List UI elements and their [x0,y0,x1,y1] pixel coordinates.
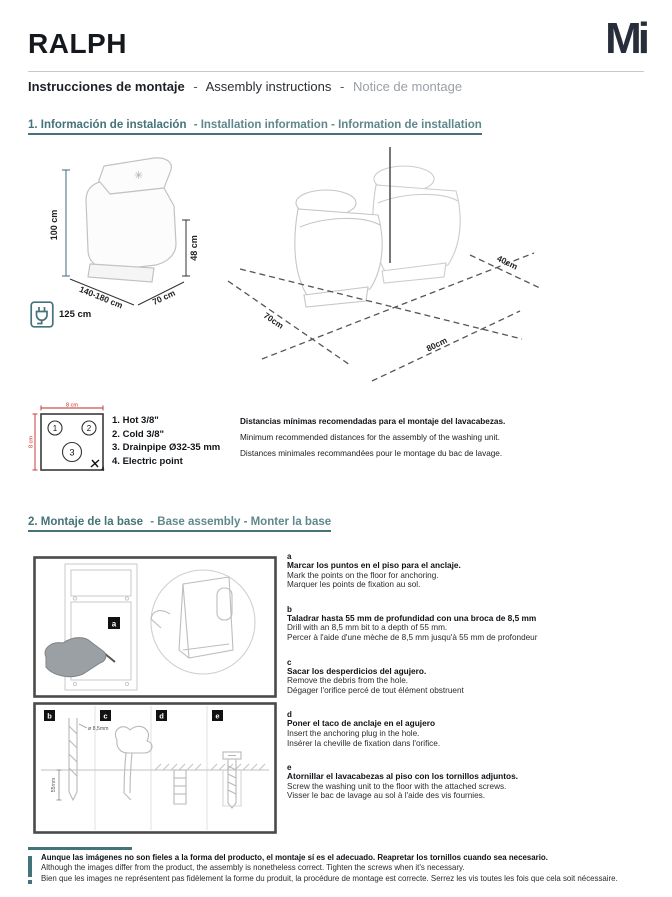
page-title: RALPH [28,28,127,59]
subtitle-separator: - [339,79,345,94]
clearance-diagram [222,141,552,401]
panel-a-label: a [111,619,117,629]
chair-dimensions-diagram [26,148,231,313]
subtitle-separator: - [193,79,198,94]
step-text-fr: Insérer la cheville de fixation dans l'orifice. [287,738,441,748]
step-text-es: Taladrar hasta 55 mm de profundidad con una broca de 8,5 mm [287,612,537,623]
panel-b-label: b [47,711,52,721]
step-text-en: Insert the anchoring plug in the hole. [287,728,420,738]
footer-es: Aunque las imágenes no son fieles a la forma del producto, el montaje sí es el adecuado. Reapretar los tornillos cuando sea necesario. [41,853,548,862]
width-dim-label: 140-180 cm [77,283,125,311]
footer-en: Although the images differ from the product, the assembly is nonetheless correct. Tighten the screws when it's necessary. [41,863,465,873]
footer-fr: Bien que les images ne représentent pas fidèlement la forme du produit, la procédure de montage est correcte. Serrez les vis toutes les fois que cela soit nécessaire. [41,873,618,883]
note-fr: Distances minimales recommandées pour le montage du bac de lavage. [240,449,503,458]
subtitle-en: Assembly instructions [205,79,332,94]
point-1-marker: 1 [52,424,58,433]
step-text-fr: Marquer les points de fixation au sol. [287,580,421,590]
electric-plug-icon [30,301,54,328]
clearance-mid-label: 80cm [424,335,449,354]
panel-d-label: d [159,711,164,721]
panel-c-label: c [103,711,108,721]
section2-heading [28,516,331,532]
chair-drawing [86,158,176,282]
clearance-left-label: 70cm [261,310,286,331]
section1-heading [28,119,482,135]
connection-template-diagram [28,401,114,479]
footer-text [41,853,646,884]
template-left-dim-label: 8 cm [28,436,35,448]
chair-back-drawing [373,166,460,283]
step-text-fr: Visser le bac de lavage au sol à l'aide des vis fournies. [287,791,486,801]
section1-title: 1. Información de instalación [28,119,187,131]
subtitle [28,79,462,94]
subtitle-es: Instrucciones de montaje [28,79,185,94]
list-item: 2. Cold 3/8" [112,428,165,440]
step-d [287,710,575,748]
section2-subtitle: - Base assembly - Monter la base [150,516,332,528]
anchoring-steps-diagram [33,702,277,834]
step-text-en: Screw the washing unit to the floor with the attached screws. [287,781,507,791]
drain-mark-icon: ✳ [134,170,144,182]
point-2-marker: 2 [86,424,92,433]
step-text-fr: Percer à l'aide d'une mèche de 8,5 mm jusqu'à 55 mm de profondeur [287,632,538,642]
footer-warning [28,847,646,884]
step-text-es: Sacar los desperdicios del agujero. [287,665,427,676]
assembly-steps [287,552,575,816]
step-text-en: Remove the debris from the hole. [287,676,409,686]
point-4-marker: 4 [101,466,105,473]
footer-divider [28,847,132,850]
clearance-right-label: 40cm [495,253,520,272]
plug-height-label: 125 cm [59,309,92,320]
step-text-es: Atornillar el lavacabezas al piso con los tornillos adjuntos. [287,771,518,782]
step-letter: c [287,657,292,667]
height-dim-label: 100 cm [49,209,59,241]
panel-e-label: e [215,711,220,721]
step-text-en: Mark the points on the floor for anchoring. [287,570,439,580]
chair-front-drawing [295,190,382,307]
step-text-en: Drill with an 8,5 mm bit to a depth of 55 mm. [287,623,448,633]
exclamation-icon [28,856,32,884]
step-letter: e [287,763,292,773]
step-c [287,658,575,696]
list-item: 1. Hot 3/8" [112,415,159,426]
note-es: Distancias mínimas recomendadas para el montaje del lavacabezas. [240,417,506,426]
step-text-es: Poner el taco de anclaje en el agujero [287,718,436,729]
connection-points-list [112,414,220,468]
step-text-es: Marcar los puntos en el piso para el anclaje. [287,560,461,570]
plug-height-row [30,301,91,328]
height-dim-line [62,170,70,276]
header-divider [28,71,644,72]
section2-title: 2. Montaje de la base [28,516,144,528]
step-letter: a [287,552,292,561]
seat-height-dim-label: 48 cm [189,235,199,261]
electric-point-symbol [91,460,99,467]
section1-subtitle: - Installation information - Information de installation [193,119,482,131]
distance-notes [240,417,560,459]
template-top-dim-label: 8 cm [66,402,78,409]
marking-step-diagram [33,556,277,698]
note-en: Minimum recommended distances for the assembly of the washing unit. [240,433,500,442]
drill-depth-label: 55mm [51,777,57,793]
step-a [287,552,575,590]
step-letter: b [287,604,292,614]
step-e [287,763,575,801]
subtitle-fr: Notice de montage [352,79,463,94]
drill-bit-dia-label: ø 8,5mm [88,726,109,732]
step-b [287,605,575,643]
step-text-fr: Dégager l'orifice percé de tout élément obstruent [287,685,464,695]
point-3-marker: 3 [69,447,75,458]
depth-dim-label: 70 cm [150,287,177,307]
detail-circle [151,570,255,674]
list-item: 4. Electric point [112,455,183,467]
brand-logo: Mi [605,14,646,63]
list-item: 3. Drainpipe Ø32-35 mm [112,442,221,453]
step-letter: d [287,710,292,720]
